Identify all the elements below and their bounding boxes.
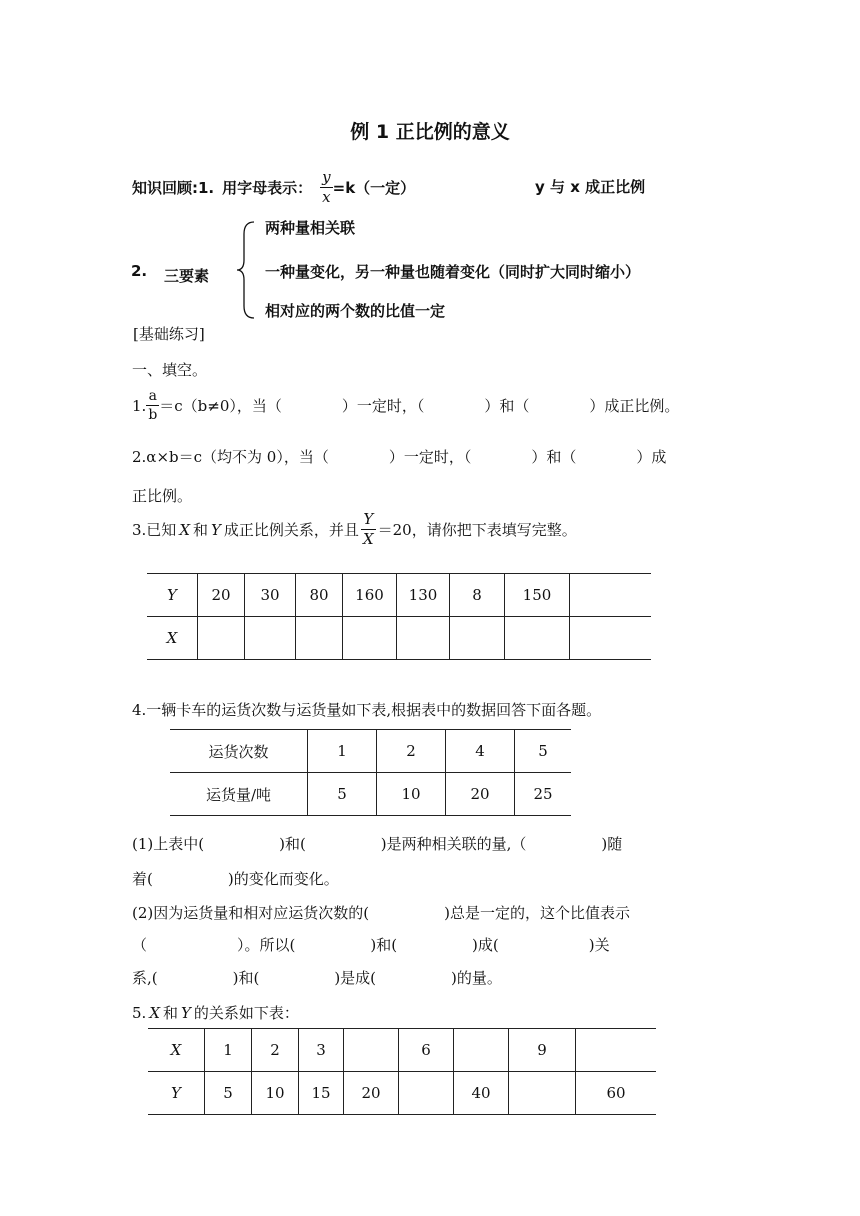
variable-y: Y [181, 1003, 191, 1022]
element-3: 相对应的两个数的比值一定 [265, 302, 446, 320]
table-row [148, 1072, 656, 1115]
question-5 [132, 1002, 299, 1023]
fraction-numerator: y [322, 168, 331, 186]
table-cell: 6 [399, 1029, 454, 1072]
row-header: Y [147, 574, 198, 617]
table-cell [296, 617, 343, 660]
table-cell: 5 [205, 1072, 252, 1115]
fraction-numerator: a [148, 388, 157, 404]
row-header: X [166, 629, 178, 647]
table-cell: 20 [198, 574, 245, 617]
question-4: 4.一辆卡车的运货次数与运货量如下表,根据表中的数据回答下面各题。 [132, 701, 602, 719]
question-4a-line-2: 着( )的变化而变化。 [132, 870, 339, 888]
table-cell: 30 [245, 574, 296, 617]
table-5 [148, 1028, 656, 1115]
formula-tail: =k（一定） [332, 179, 416, 197]
element-1: 两种量相关联 [265, 219, 356, 237]
table-cell [450, 617, 505, 660]
question-1-number: 1. [132, 396, 147, 415]
table-cell: 130 [397, 574, 450, 617]
table-cell [505, 617, 570, 660]
table-row [147, 617, 651, 660]
table-cell [570, 617, 652, 660]
table-cell [570, 574, 652, 617]
table-cell: 2 [377, 730, 446, 773]
row-header: 运货量/吨 [205, 785, 272, 804]
element-2: 一种量变化，另一种量也随着变化（同时扩大同时缩小） [265, 263, 641, 281]
table-cell [454, 1029, 509, 1072]
brace-icon [236, 220, 256, 320]
row-header: Y [171, 1084, 181, 1102]
fraction-denominator: x [322, 188, 331, 206]
question-2-line-1: 2.α×b＝c（均不为 0），当（ ）一定时，（ ）和（ ）成 [132, 448, 667, 466]
question-3-fraction [361, 512, 376, 547]
fraction-denominator: b [148, 407, 158, 423]
fraction-denominator: X [362, 530, 374, 548]
question-3-and: 和 [193, 521, 209, 539]
question-1-fraction [146, 389, 159, 422]
table-cell [198, 617, 245, 660]
question-4b-line-3: 系,( )和( )是成( )的量。 [132, 969, 502, 987]
table-cell: 1 [205, 1029, 252, 1072]
question-3-middle: 成正比例关系，并且 [223, 521, 359, 539]
question-4a-line-1: (1)上表中( )和( )是两种相关联的量,（ )随 [132, 835, 623, 853]
table-row [147, 574, 651, 617]
question-2-line-2: 正比例。 [132, 487, 193, 505]
table-cell: 8 [450, 574, 505, 617]
question-1-text: ＝c（b≠0），当（ ）一定时，（ ）和（ ）成正比例。 [159, 397, 680, 415]
review-method: 用字母表示： [222, 179, 313, 197]
table-cell: 80 [296, 574, 343, 617]
question-5-and: 和 [163, 1004, 179, 1022]
table-cell: 20 [446, 773, 515, 816]
table-cell: 1 [308, 730, 377, 773]
table-cell [245, 617, 296, 660]
question-4b-line-1: (2)因为运货量和相对应运货次数的( )总是一定的，这个比值表示 [132, 904, 630, 922]
relation-text: y 与 x 成正比例 [535, 178, 646, 196]
question-5-number: 5. [132, 1003, 147, 1022]
table-cell: 60 [576, 1072, 657, 1115]
variable-y: Y [211, 520, 221, 539]
table-cell: 150 [505, 574, 570, 617]
table-cell: 20 [344, 1072, 399, 1115]
variable-x: X [179, 520, 190, 539]
table-cell: 10 [377, 773, 446, 816]
table-row [170, 773, 571, 816]
question-1 [132, 389, 679, 422]
table-cell: 4 [446, 730, 515, 773]
table-cell: 5 [308, 773, 377, 816]
part-heading: 一、填空。 [132, 361, 208, 379]
three-elements-label: 三要素 [164, 267, 210, 285]
table-4 [170, 729, 571, 816]
table-cell: 5 [515, 730, 572, 773]
table-cell: 15 [299, 1072, 344, 1115]
review-number-2: 2. [131, 262, 148, 280]
table-cell: 40 [454, 1072, 509, 1115]
table-3 [147, 573, 651, 660]
table-cell [344, 1029, 399, 1072]
fraction-numerator: Y [363, 510, 374, 528]
table-cell: 2 [252, 1029, 299, 1072]
table-row [170, 730, 571, 773]
ratio-fraction [320, 170, 332, 205]
row-header: 运货次数 [170, 730, 308, 773]
section-heading: [基础练习] [133, 325, 205, 343]
question-3-tail: ＝20，请你把下表填写完整。 [377, 521, 577, 539]
review-label: 知识回顾:1. [132, 179, 215, 197]
question-3 [132, 512, 577, 547]
table-cell: 160 [343, 574, 397, 617]
table-cell [509, 1072, 576, 1115]
table-cell [576, 1029, 657, 1072]
table-cell: 10 [252, 1072, 299, 1115]
variable-x: X [149, 1003, 160, 1022]
review-line-1 [132, 170, 415, 205]
table-cell [397, 617, 450, 660]
table-row [148, 1029, 656, 1072]
table-cell [343, 617, 397, 660]
question-5-tail: 的关系如下表： [193, 1004, 299, 1022]
table-cell: 9 [509, 1029, 576, 1072]
question-4b-line-2: （ ）。所以( )和( )成( )关 [132, 936, 610, 954]
table-cell: 25 [515, 773, 572, 816]
table-cell: 3 [299, 1029, 344, 1072]
question-3-prefix: 3.已知 [132, 521, 177, 539]
table-cell [399, 1072, 454, 1115]
row-header: X [148, 1029, 205, 1072]
page-title: 例 1 正比例的意义 [350, 121, 510, 143]
